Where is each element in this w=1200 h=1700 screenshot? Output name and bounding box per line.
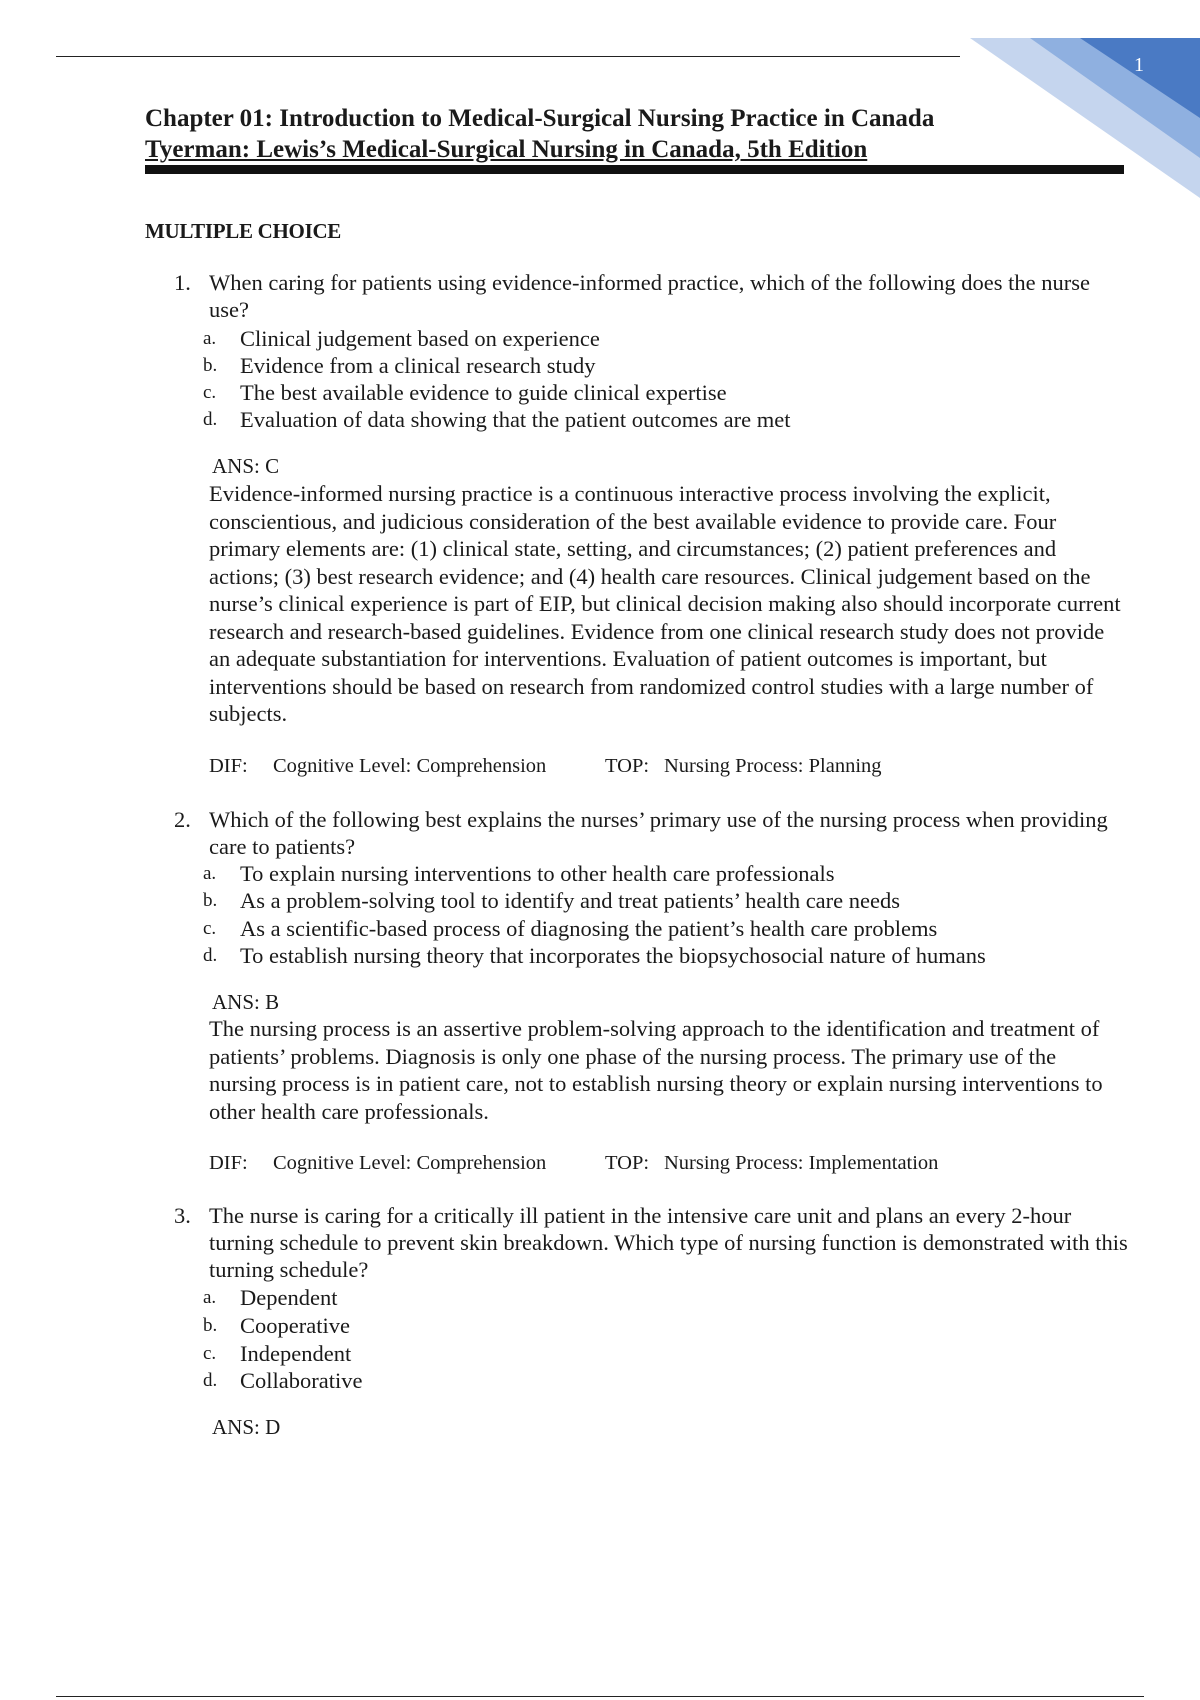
top-value: Nursing Process: Planning (664, 755, 882, 777)
footer-rule (56, 1696, 1144, 1697)
question-stem: Which of the following best explains the nurses’ primary use of the nursing process when providing care to patients? (209, 807, 1108, 859)
section-heading: MULTIPLE CHOICE (145, 219, 342, 243)
answer: ANS: D (212, 1415, 281, 1439)
dif-value: Cognitive Level: Comprehension (273, 755, 547, 777)
question-number: 3. (174, 1203, 191, 1228)
rationale: The nursing process is an assertive problem-solving approach to the identification and treatment of patients’ problems. Diagnosis is only one phase of the nursing process. The primary use of the nursing process is in patient care, not to establish nursing theory or explain nursing interventions to other health care professionals. (209, 1016, 1103, 1124)
title-block (145, 103, 1125, 165)
top-value: Nursing Process: Implementation (664, 1152, 939, 1174)
dif-label: DIF: (209, 755, 248, 777)
book-title: Tyerman: Lewis’s Medical-Surgical Nursing in Canada, 5th Edition (145, 136, 868, 163)
question-stem: When caring for patients using evidence-informed practice, which of the following does the nurse use? (209, 270, 1090, 322)
answer: ANS: B (212, 990, 280, 1014)
question-number: 2. (174, 807, 191, 832)
dif-label: DIF: (209, 1152, 248, 1174)
header-rule (56, 56, 960, 57)
rationale: Evidence-informed nursing practice is a continuous interactive process involving the explicit, conscientious, and judicious consideration of the best available evidence to provide care. Four primary elements are: (1) clinical state, setting, and circumstances; (2) patient preferences and actions; (3) best research evidence; and (4) health care resources. Clinical judgement based on the nurse’s clinical experience is part of EIP, but clinical decision making also should incorporate current research and research-based guidelines. Evidence from one clinical research study does not provide an adequate substantiation for interventions. Evaluation of patient outcomes is important, but interventions should be based on research from randomized control studies with a large number of subjects. (209, 481, 1121, 726)
title-rule (145, 165, 1124, 174)
answer: ANS: C (212, 454, 280, 478)
dif-value: Cognitive Level: Comprehension (273, 1152, 547, 1174)
question-stem: The nurse is caring for a critically ill patient in the intensive care unit and plans an every 2-hour turning schedule to prevent skin breakdown. Which type of nursing function is demonstrated with this turning schedule? (209, 1203, 1128, 1282)
top-label: TOP: (605, 1152, 650, 1174)
chapter-title: Chapter 01: Introduction to Medical-Surgical Nursing Practice in Canada (145, 105, 935, 132)
question-meta (209, 1152, 938, 1175)
question-meta (209, 755, 882, 778)
question-number: 1. (174, 270, 191, 295)
top-label: TOP: (605, 755, 650, 777)
page-number: 1 (1134, 54, 1144, 76)
